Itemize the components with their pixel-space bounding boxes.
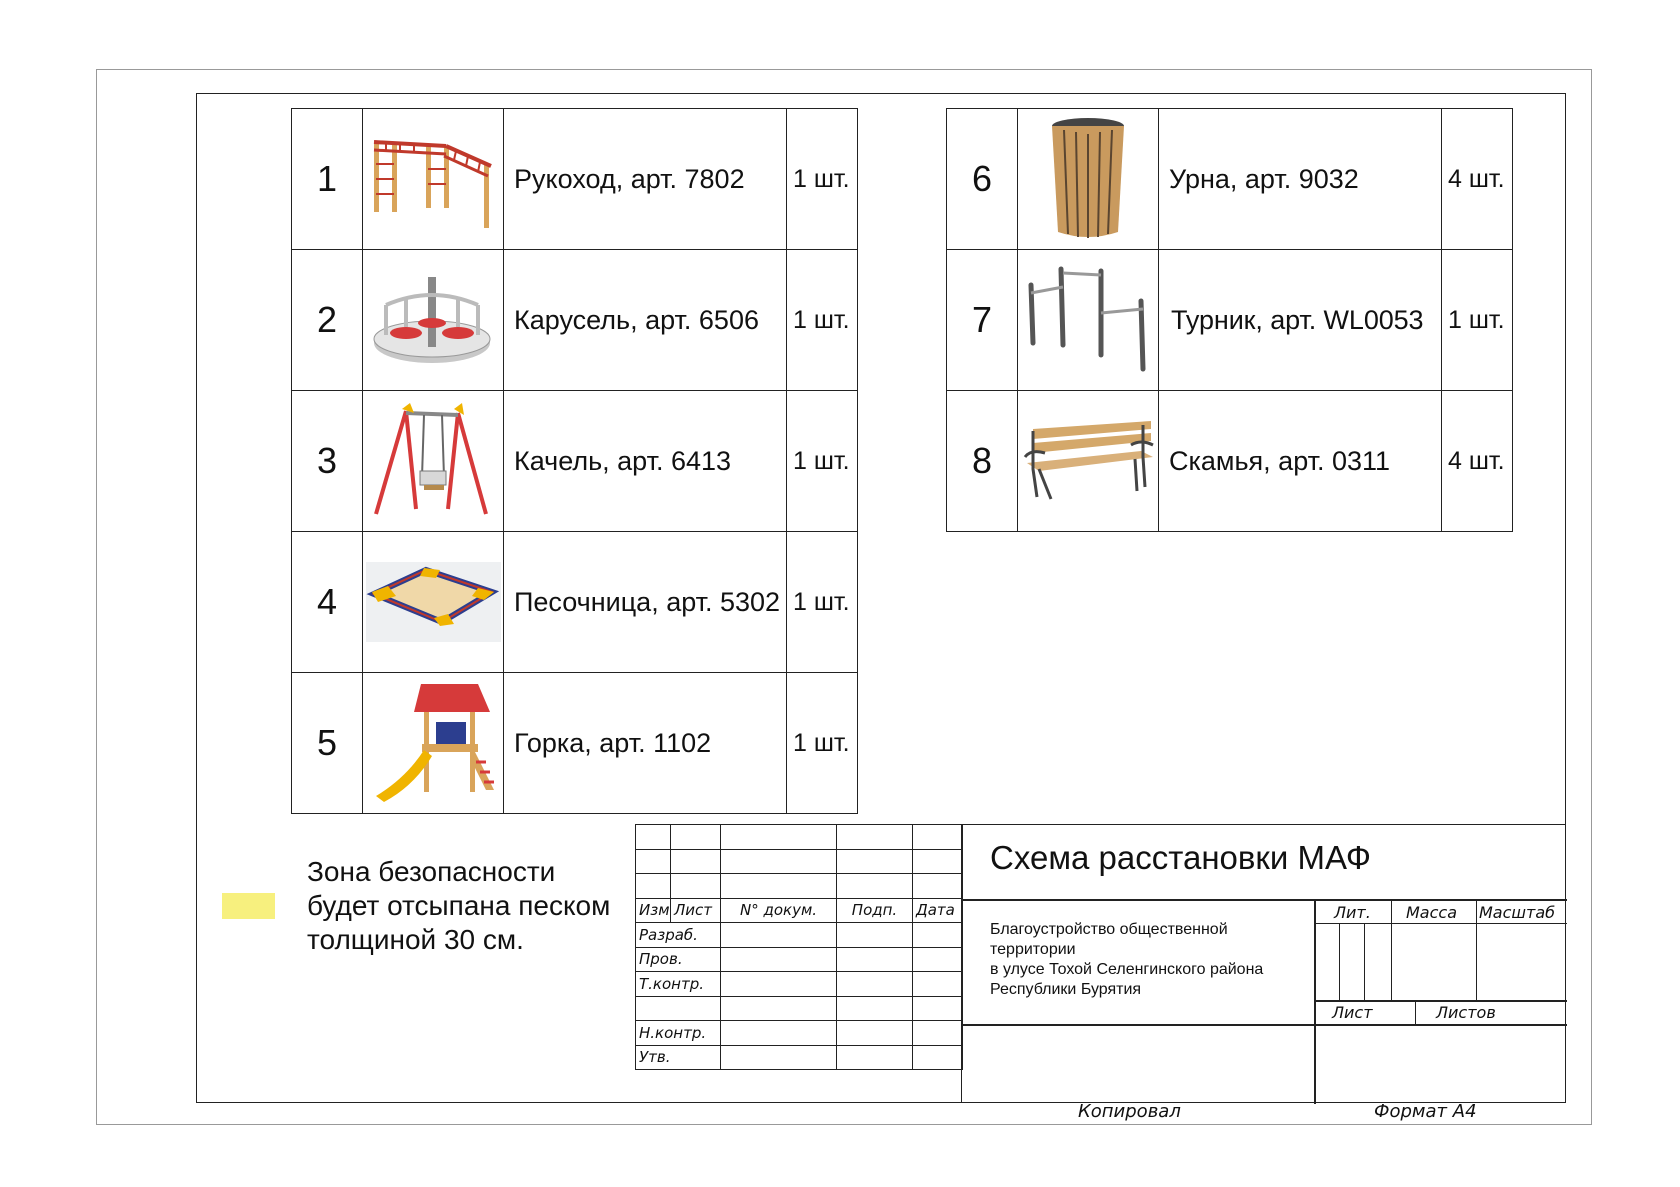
bench-icon [1018, 391, 1159, 532]
title-block-main [961, 824, 1566, 1103]
drawing-title: Схема расстановки МАФ [990, 839, 1371, 876]
title-block-signatures [635, 824, 963, 1070]
table-row [947, 391, 1513, 532]
item-number: 1 [292, 109, 363, 250]
table-row [292, 250, 858, 391]
massa-label: Масса [1406, 903, 1458, 922]
table-row [947, 250, 1513, 391]
item-name: Рукоход, арт. 7802 [504, 109, 787, 250]
swing-icon [363, 391, 504, 532]
table-row [947, 109, 1513, 250]
item-quantity: 1 шт. [787, 532, 858, 673]
table-row [292, 391, 858, 532]
item-quantity: 1 шт. [787, 250, 858, 391]
project-description: Благоустройство общественной территории в улусе Тохой Селенгинского района Республики Бурятия [990, 921, 1264, 998]
role-prov: Пров. [636, 947, 721, 972]
item-quantity: 1 шт. [1442, 250, 1513, 391]
table-row [292, 673, 858, 814]
safety-zone-legend: Зона безопасности будет отсыпана песком толщиной 30 см. [307, 856, 611, 955]
listov-label: Листов [1436, 1003, 1496, 1022]
header-izm: Изм [636, 898, 671, 923]
list-label: Лист [1332, 1003, 1373, 1022]
item-quantity: 1 шт. [787, 391, 858, 532]
role-tkontr: Т.контр. [636, 972, 721, 997]
item-number: 3 [292, 391, 363, 532]
item-number: 6 [947, 109, 1018, 250]
header-data: Дата [913, 898, 963, 923]
role-utv: Утв. [636, 1045, 721, 1070]
sandbox-icon [363, 532, 504, 673]
safety-zone-swatch [222, 893, 275, 919]
role-nkontr: Н.контр. [636, 1021, 721, 1046]
item-number: 4 [292, 532, 363, 673]
slide-icon [363, 673, 504, 814]
item-name: Качель, арт. 6413 [504, 391, 787, 532]
item-name: Песочница, арт. 5302 [504, 532, 787, 673]
format-label: Формат А4 [1374, 1101, 1477, 1122]
role-razrab: Разраб. [636, 923, 721, 948]
trash-bin-icon [1018, 109, 1159, 250]
carousel-icon [363, 250, 504, 391]
item-name: Скамья, арт. 0311 [1159, 391, 1442, 532]
item-quantity: 4 шт. [1442, 391, 1513, 532]
item-name: Турник, арт. WL0053 [1159, 250, 1442, 391]
pull-up-bar-icon [1018, 250, 1159, 391]
kopiroval-label: Копировал [1078, 1101, 1181, 1122]
equipment-table-left [291, 108, 858, 814]
item-number: 5 [292, 673, 363, 814]
item-number: 8 [947, 391, 1018, 532]
masshtab-label: Масштаб [1479, 903, 1556, 922]
header-podp: Подп. [837, 898, 913, 923]
monkey-bars-icon [363, 109, 504, 250]
item-name: Урна, арт. 9032 [1159, 109, 1442, 250]
header-list: Лист [671, 898, 721, 923]
item-name: Карусель, арт. 6506 [504, 250, 787, 391]
item-number: 7 [947, 250, 1018, 391]
item-quantity: 1 шт. [787, 673, 858, 814]
table-row [292, 109, 858, 250]
table-row [292, 532, 858, 673]
item-quantity: 1 шт. [787, 109, 858, 250]
item-number: 2 [292, 250, 363, 391]
lit-label: Лит. [1334, 903, 1371, 922]
item-quantity: 4 шт. [1442, 109, 1513, 250]
equipment-table-right [946, 108, 1513, 532]
item-name: Горка, арт. 1102 [504, 673, 787, 814]
header-dokum: N° докум. [721, 898, 837, 923]
